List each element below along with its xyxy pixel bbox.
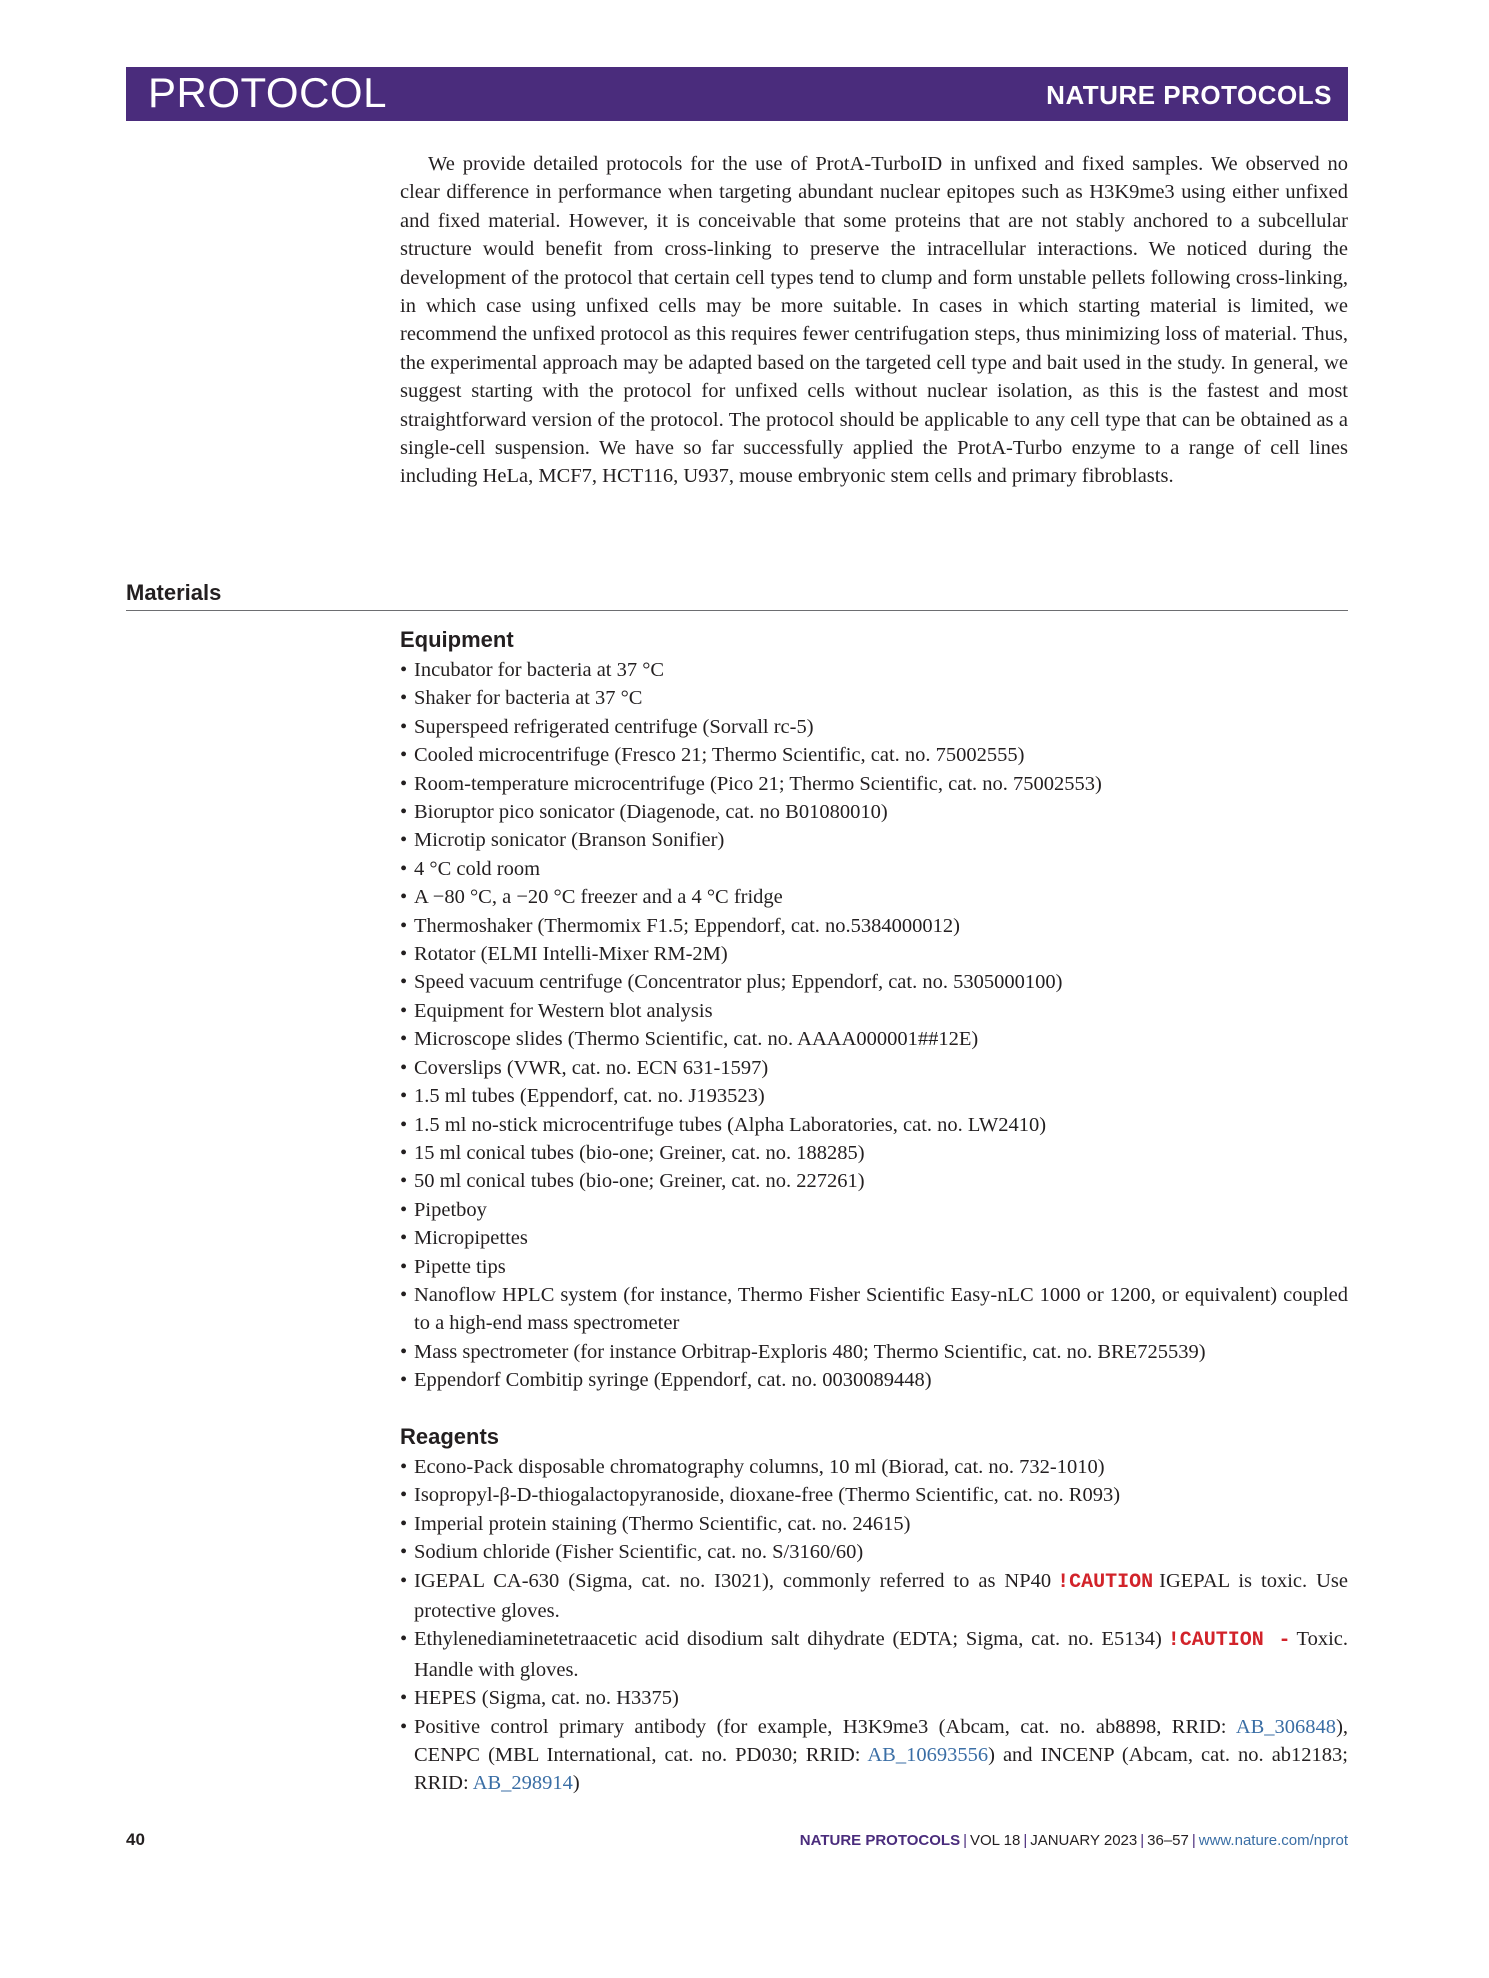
- page-number: 40: [126, 1830, 145, 1849]
- caution-label: !CAUTION -: [1167, 1629, 1291, 1653]
- list-item: • Thermoshaker (Thermomix F1.5; Eppendorf, cat. no.5384000012): [400, 914, 960, 937]
- list-item: • HEPES (Sigma, cat. no. H3375): [400, 1687, 679, 1710]
- list-item: • Mass spectrometer (for instance Orbitrap-Exploris 480; Thermo Scientific, cat. no. BRE725539): [400, 1340, 1206, 1363]
- list-item: • Rotator (ELMI Intelli-Mixer RM-2M): [400, 943, 728, 966]
- list-item: • Pipette tips: [400, 1255, 506, 1278]
- journal-label: NATURE PROTOCOLS: [1046, 80, 1332, 110]
- list-item: • Speed vacuum centrifuge (Concentrator plus; Eppendorf, cat. no. 5305000100): [400, 971, 1063, 994]
- rrid-link[interactable]: AB_306848: [1235, 1715, 1337, 1738]
- list-item: • 1.5 ml no-stick microcentrifuge tubes (Alpha Laboratories, cat. no. LW2410): [400, 1113, 1047, 1136]
- list-item: • Ethylenediaminetetraacetic acid disodium salt dihydrate (EDTA; Sigma, cat. no. E5134) !CAUTION - Toxic. Handle with gloves.: [400, 1628, 1348, 1681]
- list-item: • Coverslips (VWR, cat. no. ECN 631-1597): [400, 1056, 769, 1079]
- intro-paragraph: We provide detailed protocols for the use of ProtA-TurboID in unfixed and fixed samples. We observed no clear difference in performance when targeting abundant nuclear epitopes such as H3K9me3 using either unfixed and fixed material. However, it is conceivable that some proteins that are not stably anchored to a subcellular structure would benefit from cross-linking to preserve the intracellular interactions. We noticed during the development of the protocol that certain cell types tend to clump and form unstable pellets following cross-linking, in which case using unfixed cells may be more suitable. In cases in which starting material is limited, we recommend the unfixed protocol as this requires fewer centrifugation steps, thus minimizing loss of material. Thus, the experimental approach may be adapted based on the targeted cell type and bait used in the study. In general, we suggest starting with the protocol for unfixed cells without nuclear isolation, as this is the fastest and most straightforward version of the protocol. The protocol should be applicable to any cell type that can be obtained as a single-cell suspension. We have so far successfully applied the ProtA-Turbo enzyme to a range of cell lines including HeLa, MCF7, HCT116, U937, mouse embryonic stem cells and primary fibroblasts.: [400, 153, 1348, 488]
- list-item: • Eppendorf Combitip syringe (Eppendorf, cat. no. 0030089448): [400, 1369, 932, 1392]
- list-item: • A −80 °C, a −20 °C freezer and a 4 °C fridge: [400, 886, 783, 909]
- list-item: • Imperial protein staining (Thermo Scientific, cat. no. 24615): [400, 1512, 911, 1535]
- list-item: • Bioruptor pico sonicator (Diagenode, cat. no B01080010): [400, 801, 888, 824]
- list-item: • Positive control primary antibody (for example, H3K9me3 (Abcam, cat. no. ab8898, RRID: AB_306848), CENPC (MBL International, cat. no. PD030; RRID: AB_10693556) and INCENP (Abcam, cat. no. ab12183; RRID: AB_298914): [400, 1715, 1349, 1795]
- equipment-list: [400, 656, 1348, 1395]
- reagents-list: [400, 1453, 1348, 1798]
- list-item: • Econo-Pack disposable chromatography columns, 10 ml (Biorad, cat. no. 732-1010): [400, 1456, 1105, 1478]
- list-item: • Pipetboy: [400, 1198, 487, 1221]
- header-banner: [126, 67, 1348, 121]
- list-item: • 4 °C cold room: [400, 857, 541, 880]
- list-item: • 50 ml conical tubes (bio-one; Greiner, cat. no. 227261): [400, 1170, 865, 1193]
- footer-journal: NATURE PROTOCOLS: [799, 1832, 961, 1849]
- list-item: • Cooled microcentrifuge (Fresco 21; Thermo Scientific, cat. no. 75002555): [400, 744, 1025, 767]
- list-item: • Nanoflow HPLC system (for instance, Thermo Fisher Scientific Easy-nLC 1000 or 1200, or equivalent) coupled to a high-end mass spectrometer: [400, 1283, 1348, 1335]
- equipment-heading: Equipment: [400, 627, 514, 652]
- list-item: • Microscope slides (Thermo Scientific, cat. no. AAAA000001##12E): [400, 1028, 979, 1051]
- caution-label: !CAUTION: [1057, 1570, 1154, 1594]
- list-item: • Superspeed refrigerated centrifuge (Sorvall rc-5): [400, 715, 814, 738]
- list-item: • Micropipettes: [400, 1227, 528, 1250]
- rrid-link[interactable]: AB_298914: [472, 1772, 573, 1795]
- list-item: • Incubator for bacteria at 37 °C: [400, 659, 665, 681]
- list-item: • Shaker for bacteria at 37 °C: [400, 687, 643, 710]
- reagents-heading: Reagents: [400, 1424, 500, 1449]
- list-item: • IGEPAL CA-630 (Sigma, cat. no. I3021), commonly referred to as NP40 !CAUTION IGEPAL is toxic. Use protective gloves.: [400, 1569, 1348, 1623]
- footer-date: JANUARY 2023: [1030, 1832, 1138, 1849]
- materials-heading: Materials: [126, 580, 222, 605]
- list-item: • Room-temperature microcentrifuge (Pico 21; Thermo Scientific, cat. no. 75002553): [400, 772, 1102, 795]
- section-divider: [126, 610, 1348, 611]
- footer-citation: NATURE PROTOCOLS | VOL 18 | JANUARY 2023 | 36–57 | www.nature.com/nprot: [799, 1832, 1348, 1849]
- list-item: • 1.5 ml tubes (Eppendorf, cat. no. J193523): [400, 1085, 765, 1108]
- section-label: PROTOCOL: [148, 69, 387, 116]
- footer-url[interactable]: www.nature.com/nprot: [1198, 1832, 1348, 1849]
- list-item: • Microtip sonicator (Branson Sonifier): [400, 829, 725, 852]
- footer-pages: 36–57: [1147, 1832, 1189, 1849]
- footer-volume: VOL 18: [970, 1832, 1021, 1849]
- rrid-link[interactable]: AB_10693556: [867, 1744, 989, 1767]
- list-item: • Equipment for Western blot analysis: [400, 999, 713, 1022]
- list-item: • Isopropyl-β-D-thiogalactopyranoside, dioxane-free (Thermo Scientific, cat. no. R093): [400, 1484, 1121, 1507]
- list-item: • 15 ml conical tubes (bio-one; Greiner, cat. no. 188285): [400, 1141, 865, 1164]
- list-item: • Sodium chloride (Fisher Scientific, cat. no. S/3160/60): [400, 1541, 864, 1564]
